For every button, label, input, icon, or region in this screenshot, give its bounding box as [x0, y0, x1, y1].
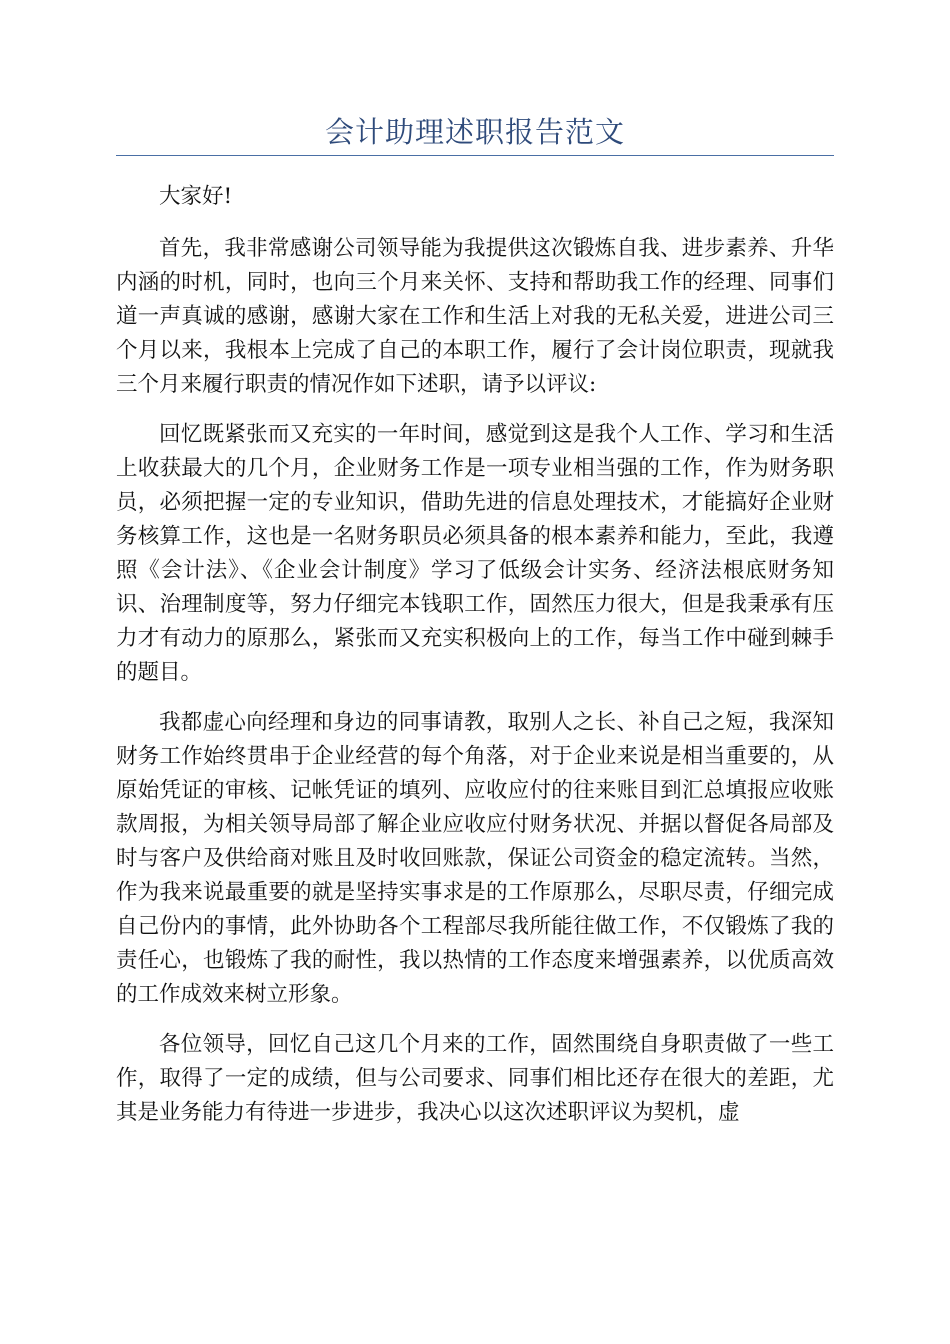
document-body [116, 180, 834, 1146]
paragraph-intro: 首先，我非常感谢公司领导能为我提供这次锻炼自我、进步素养、升华内涵的时机，同时，也向三个月来关怀、支持和帮助我工作的经理、同事们道一声真诚的感谢，感谢大家在工作和生活上对我的无私关爱，进进公司三个月以来，我根本上完成了自己的本职工作，履行了会计岗位职责，现就我三个月来履行职责的情况作如下述职，请予以评议: [116, 236, 834, 397]
paragraph-greeting: 大家好! [159, 184, 233, 209]
paragraph-learning: 我都虚心向经理和身边的同事请教，取别人之长、补自己之短，我深知财务工作始终贯串于企业经营的每个角落，对于企业来说是相当重要的，从原始凭证的审核、记帐凭证的填列、应收应付的往来账目到汇总填报应收账款周报，为相关领导局部了解企业应收应付财务状况、并据以督促各局部及时与客户及供给商对账且及时收回账款，保证公司资金的稳定流转。当然，作为我来说最重要的就是坚持实事求是的工作原那么，尽职尽责，仔细完成自己份内的事情，此外协助各个工程部尽我所能往做工作，不仅锻炼了我的责任心，也锻炼了我的耐性，我以热情的工作态度来增强素养，以优质高效的工作成效来树立形象。 [116, 710, 834, 1007]
title-underline [116, 155, 834, 156]
paragraph-summary: 各位领导，回忆自己这几个月来的工作，固然围绕自身职责做了一些工作，取得了一定的成绩，但与公司要求、同事们相比还存在很大的差距，尤其是业务能力有待进一步进步，我决心以这次述职评议为契机，虚 [116, 1032, 834, 1125]
document-title: 会计助理述职报告范文 [324, 115, 625, 149]
paragraph-review: 回忆既紧张而又充实的一年时间，感觉到这是我个人工作、学习和生活上收获最大的几个月，企业财务工作是一项专业相当强的工作，作为财务职员，必须把握一定的专业知识，借助先进的信息处理技术，才能搞好企业财务核算工作，这也是一名财务职员必须具备的根本素养和能力，至此，我遵照《会计法》、《企业会计制度》学习了低级会计实务、经济法根底财务知识、治理制度等，努力仔细完本钱职工作，固然压力很大，但是我秉承有压力才有动力的原那么，紧张而又充实积极向上的工作，每当工作中碰到棘手的题目。 [116, 422, 834, 685]
